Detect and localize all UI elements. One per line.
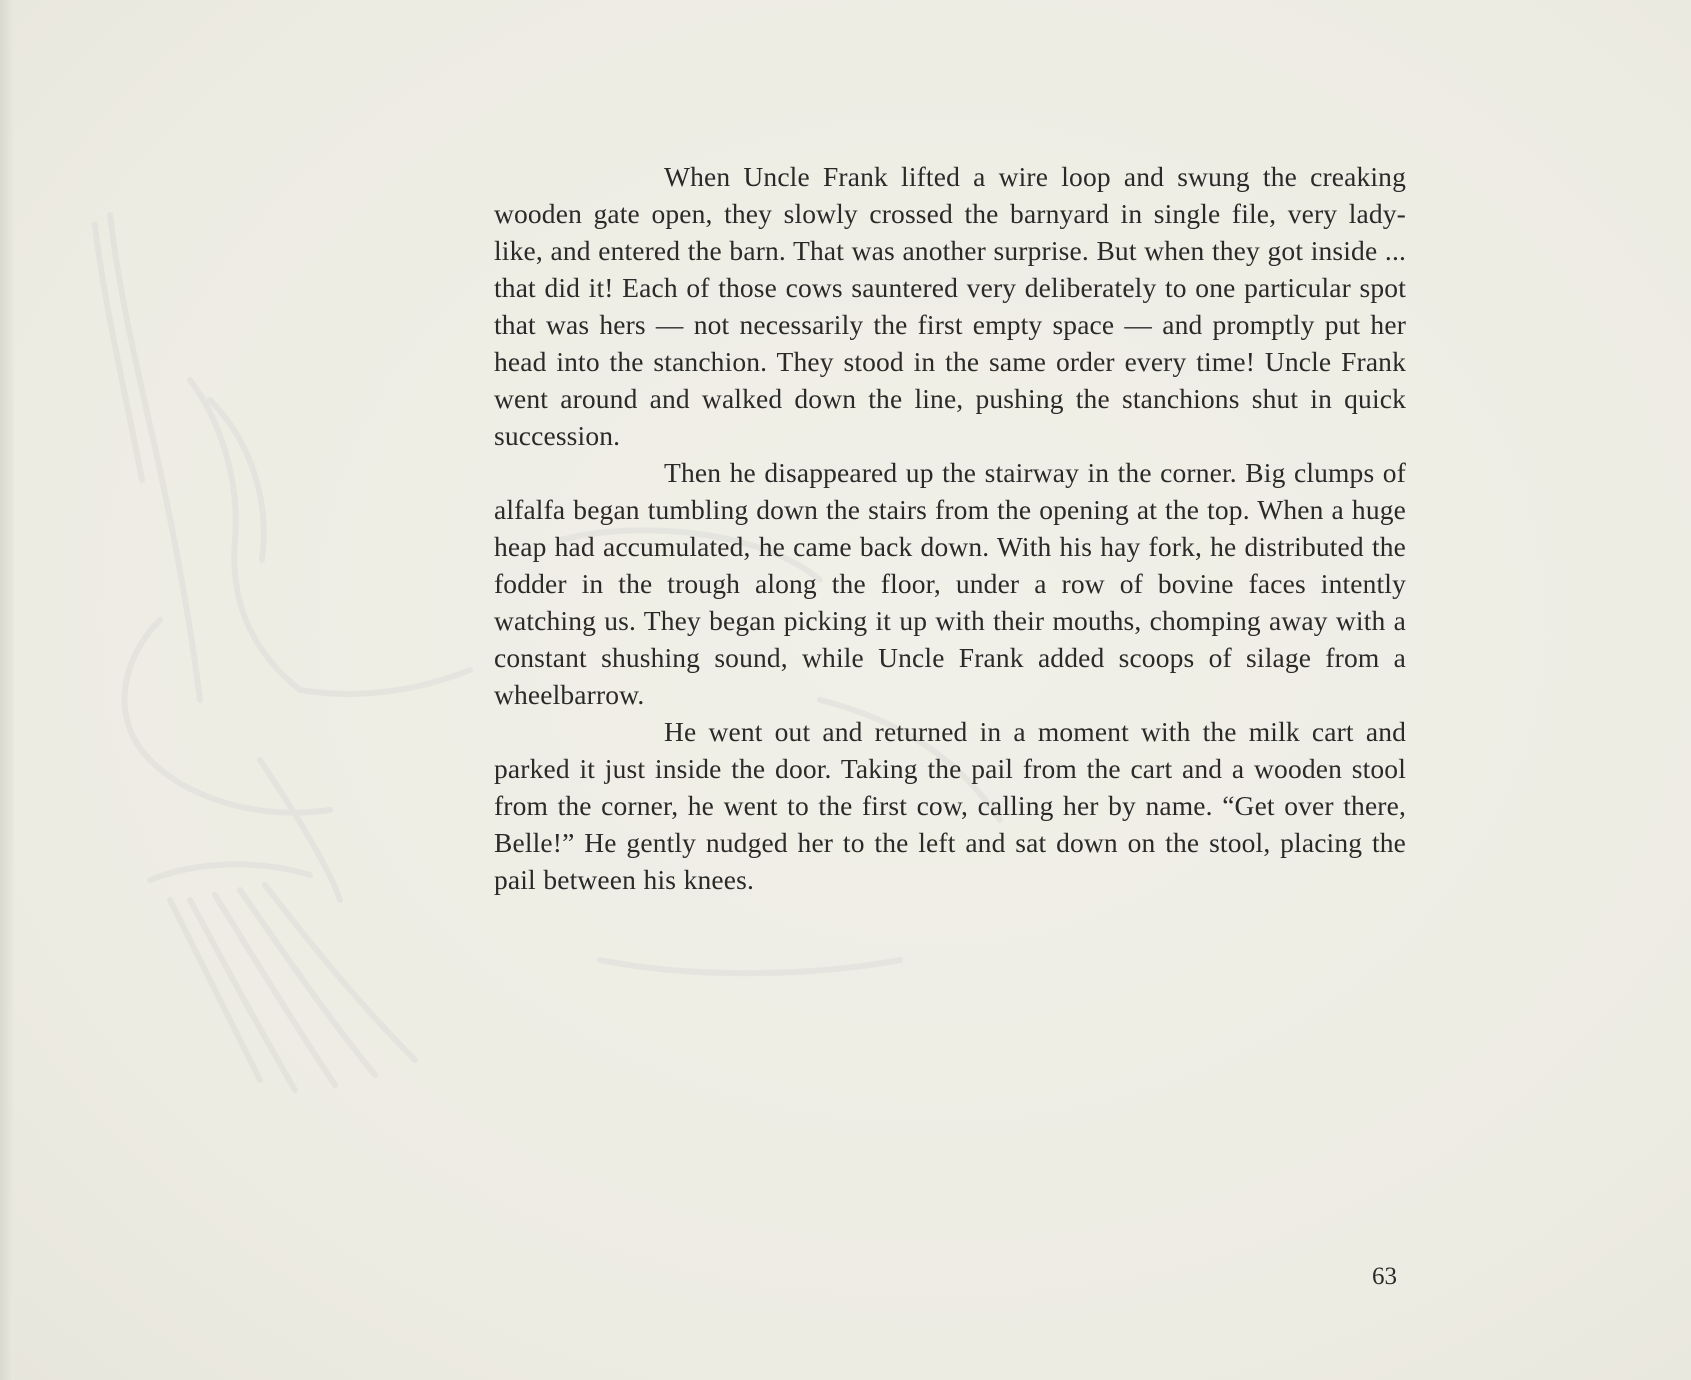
page-gutter-edge [0,0,14,1380]
body-text [494,158,1406,898]
paragraph: When Uncle Frank lifted a wire loop and swung the creaking wooden gate open, they slowly crossed the barnyard in single file, very lady-like, and entered the barn. That was another surprise. But when they got inside ... that did it! Each of those cows sauntered very deliberately to one particular spot that was hers — not necessarily the first empty space — and promptly put her head into the stanchion. They stood in the same order every time! Uncle Frank went around and walked down the line, pushing the stanchions shut in quick succession. [494,161,1406,451]
paragraph: Then he disappeared up the stairway in the corner. Big clumps of alfalfa began tumbling down the stairs from the opening at the top. When a huge heap had accumulated, he came back down. With his hay fork, he distributed the fodder in the trough along the floor, under a row of bovine faces intently watching us. They began picking it up with their mouths, chomping away with a constant shushing sound, while Uncle Frank added scoops of silage from a wheelbarrow. [494,457,1406,710]
page-number: 63 [1372,1263,1397,1290]
paragraph: He went out and returned in a moment with the milk cart and parked it just inside the door. Taking the pail from the cart and a wooden stool from the corner, he went to the first cow, calling her by name. “Get over there, Belle!” He gently nudged her to the left and sat down on the stool, placing the pail between his knees. [494,716,1406,895]
